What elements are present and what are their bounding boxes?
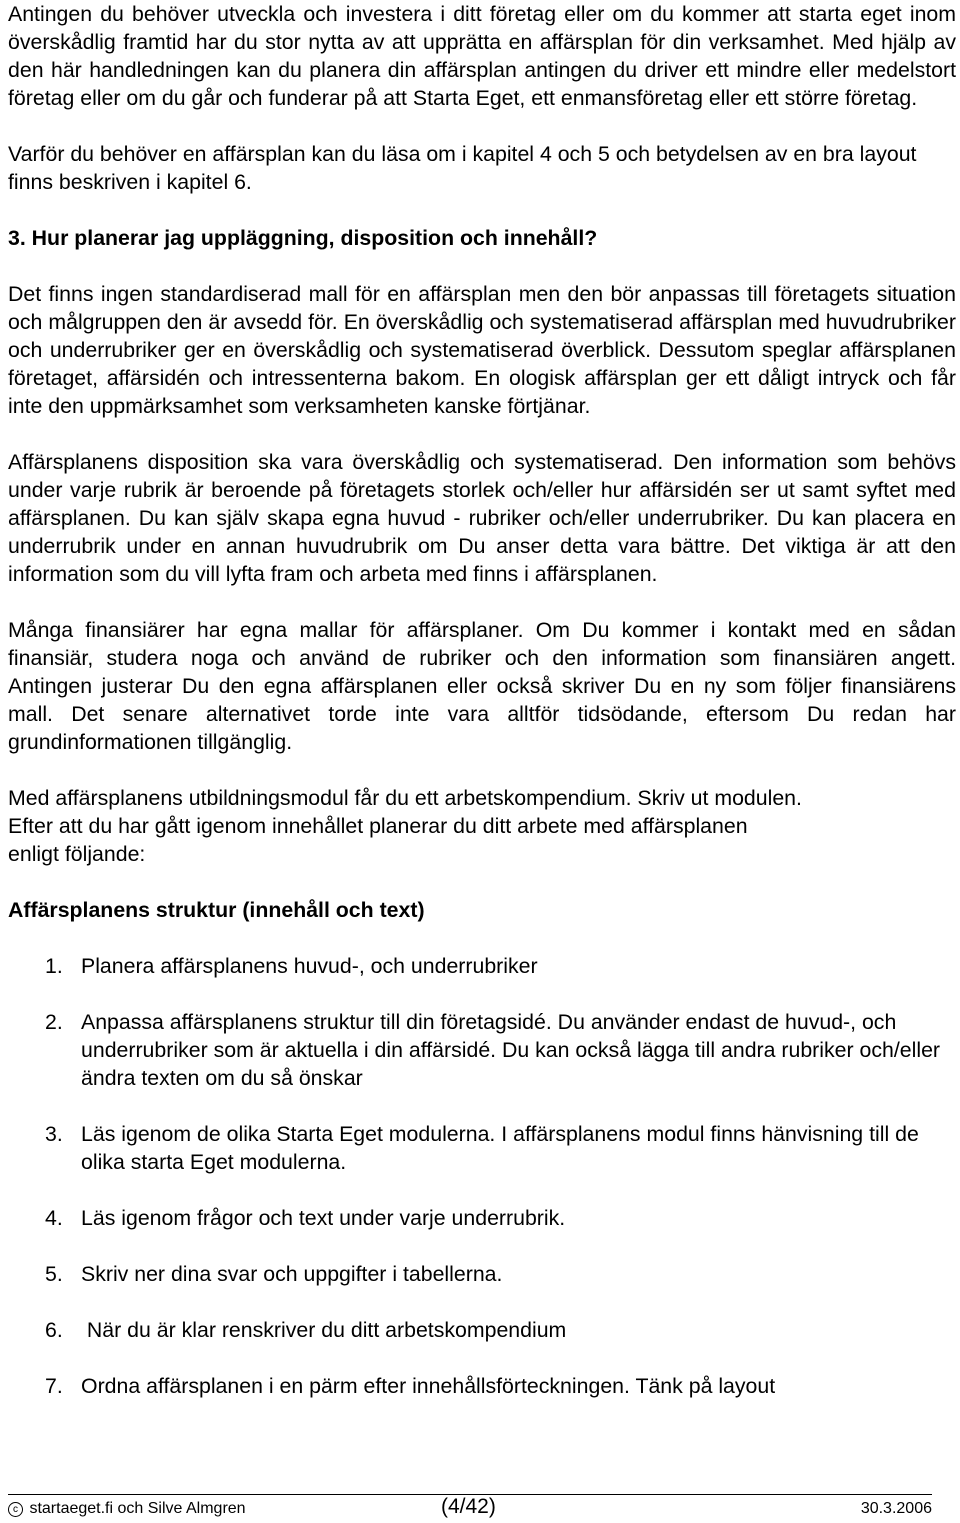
list-item bbox=[8, 1204, 956, 1232]
list-number: 2. bbox=[45, 1010, 63, 1034]
copyright-icon: c bbox=[8, 1502, 23, 1517]
footer-source-text: startaeget.fi och Silve Almgren bbox=[29, 1500, 246, 1517]
module-line-2: Efter att du har gått igenom innehållet planerar du ditt arbete med affärsplanen bbox=[8, 814, 748, 838]
why-paragraph: Varför du behöver en affärsplan kan du läsa om i kapitel 4 och 5 och betydelsen av en bra layout finns beskriven i kapitel 6. bbox=[8, 142, 917, 194]
disposition-paragraph: Affärsplanens disposition ska vara överskådlig och systematiserad. Den information som behövs under varje rubrik är beroende på företagets storlek och/eller hur affärsidén ser ut samt syftet med affärsplanen. Du kan själv skapa egna huvud - rubriker och/eller underrubriker. Du kan placera en underrubrik under en annan huvudrubrik om Du anser detta vara bättre. Det viktiga är att den information som du vill lyfta fram och arbeta med finns i affärsplanen. bbox=[8, 450, 956, 586]
financiers-paragraph: Många finansiärer har egna mallar för affärsplaner. Om Du kommer i kontakt med en sådan finansiär, studera noga och använd de rubriker och den information som finansiären angett. Antingen justerar Du den egna affärsplanen eller också skriver Du en ny som följer finansiärens mall. Det senare alternativet torde inte vara alltför tidsödande, eftersom Du redan har grundinformationen tillgänglig. bbox=[8, 618, 956, 754]
list-number: 7. bbox=[45, 1374, 63, 1398]
list-item bbox=[8, 1372, 956, 1400]
intro-paragraph: Antingen du behöver utveckla och investera i ditt företag eller om du kommer att starta eget inom överskådlig framtid har du stor nytta av att upprätta en affärsplan för din verksamhet. Med hjälp av den här handledningen kan du planera din affärsplan antingen du driver ett mindre eller medelstort företag eller om du går och funderar på att Starta Eget, ett enmansföretag eller ett större företag. bbox=[8, 2, 956, 110]
list-number: 5. bbox=[45, 1262, 63, 1286]
module-line-3: enligt följande: bbox=[8, 842, 146, 866]
list-text: När du är klar renskriver du ditt arbetskompendium bbox=[81, 1318, 567, 1342]
list-text: Anpassa affärsplanens struktur till din företagsidé. Du använder endast de huvud-, och underrubriker som är aktuella i din affärsidé. Du kan också lägga till andra rubriker och/eller ändra texten om du så önskar bbox=[81, 1010, 941, 1090]
footer-source bbox=[8, 1495, 246, 1523]
list-text: Läs igenom de olika Starta Eget modulerna. I affärsplanens modul finns hänvisning till de olika starta Eget modulerna. bbox=[81, 1122, 919, 1174]
document-body bbox=[8, 0, 956, 1428]
list-number: 1. bbox=[45, 954, 63, 978]
list-number: 6. bbox=[45, 1318, 63, 1342]
footer-page-number: (4/42) bbox=[441, 1495, 496, 1518]
list-item bbox=[8, 1260, 956, 1288]
list-item bbox=[8, 1008, 956, 1092]
steps-list bbox=[8, 952, 956, 1400]
list-number: 3. bbox=[45, 1122, 63, 1146]
list-item bbox=[8, 1316, 956, 1344]
list-text: Skriv ner dina svar och uppgifter i tabellerna. bbox=[81, 1262, 503, 1286]
list-text: Planera affärsplanens huvud-, och underrubriker bbox=[81, 954, 538, 978]
section-heading: 3. Hur planerar jag uppläggning, disposition och innehåll? bbox=[8, 226, 598, 250]
page-footer bbox=[8, 1494, 932, 1523]
standard-paragraph: Det finns ingen standardiserad mall för en affärsplan men den bör anpassas till företagets situation och målgruppen den är avsedd för. En överskådlig och systematiserad affärsplan med huvudrubriker och underrubriker ger en överskådlig och systematiserad överblick. Dessutom speglar affärsplanen företaget, affärsidén och intressenterna bakom. En ologisk affärsplan ger ett dåligt intryck och får inte den uppmärksamhet som verksamheten kanske förtjänar. bbox=[8, 282, 956, 418]
list-item bbox=[8, 952, 956, 980]
module-line-1: Med affärsplanens utbildningsmodul får du ett arbetskompendium. Skriv ut modulen. bbox=[8, 786, 802, 810]
footer-date: 30.3.2006 bbox=[860, 1500, 932, 1517]
list-item bbox=[8, 1120, 956, 1176]
list-number: 4. bbox=[45, 1206, 63, 1230]
list-text: Läs igenom frågor och text under varje underrubrik. bbox=[81, 1206, 566, 1230]
list-text: Ordna affärsplanen i en pärm efter innehållsförteckningen. Tänk på layout bbox=[81, 1374, 776, 1398]
structure-heading: Affärsplanens struktur (innehåll och text) bbox=[8, 898, 425, 922]
